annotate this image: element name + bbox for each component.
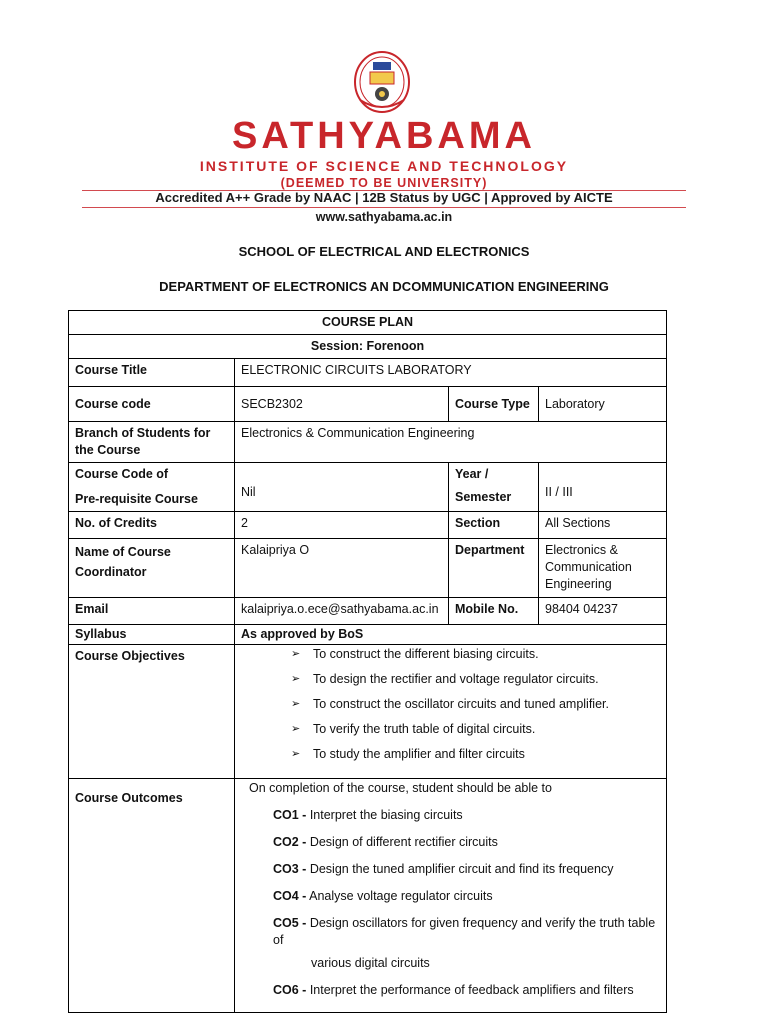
session: Session: Forenoon (69, 335, 667, 359)
outcome-text: Interpret the biasing circuits (309, 808, 463, 822)
arrow-bullet-icon: ➢ (291, 723, 301, 735)
mobile-label: Mobile No. (449, 598, 539, 625)
outcomes-row (69, 779, 667, 1013)
objective-item (291, 671, 660, 688)
objective-text: To design the rectifier and voltage regulator circuits. (313, 672, 599, 686)
department-label: Department (449, 539, 539, 598)
outcome-text: Design oscillators for given frequency and verify the truth table of (273, 916, 656, 947)
title-row (69, 311, 667, 335)
prereq-label-line1: Course Code of (75, 467, 169, 481)
year-label-line2: Semester (455, 490, 512, 504)
prereq-value: Nil (235, 463, 449, 512)
objectives-cell (235, 645, 667, 779)
branch-label: Branch of Students for the Course (69, 422, 235, 463)
objective-text: To study the amplifier and filter circuits (313, 747, 525, 761)
coordinator-label: Name of Course Coordinator (69, 539, 235, 598)
outcome-code: CO4 - (273, 889, 307, 903)
mobile-value: 98404 04237 (539, 598, 667, 625)
arrow-bullet-icon: ➢ (291, 648, 301, 660)
outcomes-list (241, 807, 660, 999)
school-heading: SCHOOL OF ELECTRICAL AND ELECTRONICS (238, 244, 530, 259)
outcome-item (241, 982, 660, 999)
credits-label: No. of Credits (69, 512, 235, 539)
objective-text: To construct the oscillator circuits and tuned amplifier. (313, 697, 609, 711)
course-code-label: Course code (69, 387, 235, 422)
syllabus-label: Syllabus (69, 625, 235, 645)
outcome-text-continued: various digital circuits (311, 956, 430, 970)
outcome-text: Interpret the performance of feedback amplifiers and filters (309, 983, 634, 997)
arrow-bullet-icon: ➢ (291, 698, 301, 710)
objectives-label: Course Objectives (69, 645, 235, 779)
course-title-row (69, 359, 667, 387)
email-value: kalaipriya.o.ece@sathyabama.ac.in (235, 598, 449, 625)
objectives-row (69, 645, 667, 779)
credits-value: 2 (235, 512, 449, 539)
outcome-code: CO1 - (273, 808, 307, 822)
section-label: Section (449, 512, 539, 539)
deemed-university: (DEEMED TO BE UNIVERSITY) (280, 176, 488, 190)
header-divider-mid (82, 207, 686, 208)
objective-item (291, 696, 660, 713)
section-value: All Sections (539, 512, 667, 539)
website: www.sathyabama.ac.in (315, 210, 453, 224)
prereq-label (69, 463, 235, 512)
objective-text: To verify the truth table of digital circuits. (313, 722, 536, 736)
syllabus-value: As approved by BoS (235, 625, 667, 645)
course-type-value: Laboratory (539, 387, 667, 422)
outcomes-intro: On completion of the course, student should be able to (249, 781, 552, 795)
session-row (69, 335, 667, 359)
email-row (69, 598, 667, 625)
course-title-value: ELECTRONIC CIRCUITS LABORATORY (235, 359, 667, 387)
outcome-item (241, 861, 660, 878)
prereq-row (69, 463, 667, 512)
outcome-item (241, 888, 660, 905)
university-name: SATHYABAMA (232, 115, 536, 157)
outcomes-label: Course Outcomes (69, 779, 235, 1013)
outcome-item (241, 915, 660, 972)
outcome-code: CO3 - (273, 862, 307, 876)
outcome-code: CO2 - (273, 835, 307, 849)
branch-value: Electronics & Communication Engineering (235, 422, 667, 463)
institute-name: INSTITUTE OF SCIENCE AND TECHNOLOGY (199, 158, 569, 174)
branch-row (69, 422, 667, 463)
prereq-label-line2: Pre-requisite Course (75, 492, 198, 506)
syllabus-row (69, 625, 667, 645)
year-label-line1: Year / (455, 467, 489, 481)
course-code-row (69, 387, 667, 422)
outcome-code: CO6 - (273, 983, 307, 997)
objective-item (291, 746, 660, 763)
outcome-text: Design of different rectifier circuits (309, 835, 498, 849)
department-heading: DEPARTMENT OF ELECTRONICS AN DCOMMUNICATION ENGINEERING (159, 279, 609, 294)
year-label (449, 463, 539, 512)
course-plan-table (68, 310, 667, 1013)
university-emblem (346, 50, 418, 114)
objective-text: To construct the different biasing circuits. (313, 647, 539, 661)
course-type-label: Course Type (449, 387, 539, 422)
email-label: Email (69, 598, 235, 625)
outcome-item (241, 834, 660, 851)
outcome-text: Analyse voltage regulator circuits (309, 889, 493, 903)
department-value: Electronics & Communication Engineering (539, 539, 667, 598)
coordinator-value: Kalaipriya O (235, 539, 449, 598)
outcomes-cell (235, 779, 667, 1013)
objective-item (291, 721, 660, 738)
outcome-text: Design the tuned amplifier circuit and find its frequency (309, 862, 614, 876)
objective-item (291, 646, 660, 663)
year-value: II / III (539, 463, 667, 512)
outcome-item (241, 807, 660, 824)
credits-row (69, 512, 667, 539)
objectives-list (241, 646, 660, 763)
outcome-code: CO5 - (273, 916, 307, 930)
accreditation-line: Accredited A++ Grade by NAAC | 12B Status by UGC | Approved by AICTE (155, 190, 613, 205)
coordinator-row (69, 539, 667, 598)
course-code-value: SECB2302 (235, 387, 449, 422)
course-title-label: Course Title (69, 359, 235, 387)
arrow-bullet-icon: ➢ (291, 673, 301, 685)
arrow-bullet-icon: ➢ (291, 748, 301, 760)
plan-title: COURSE PLAN (69, 311, 667, 335)
